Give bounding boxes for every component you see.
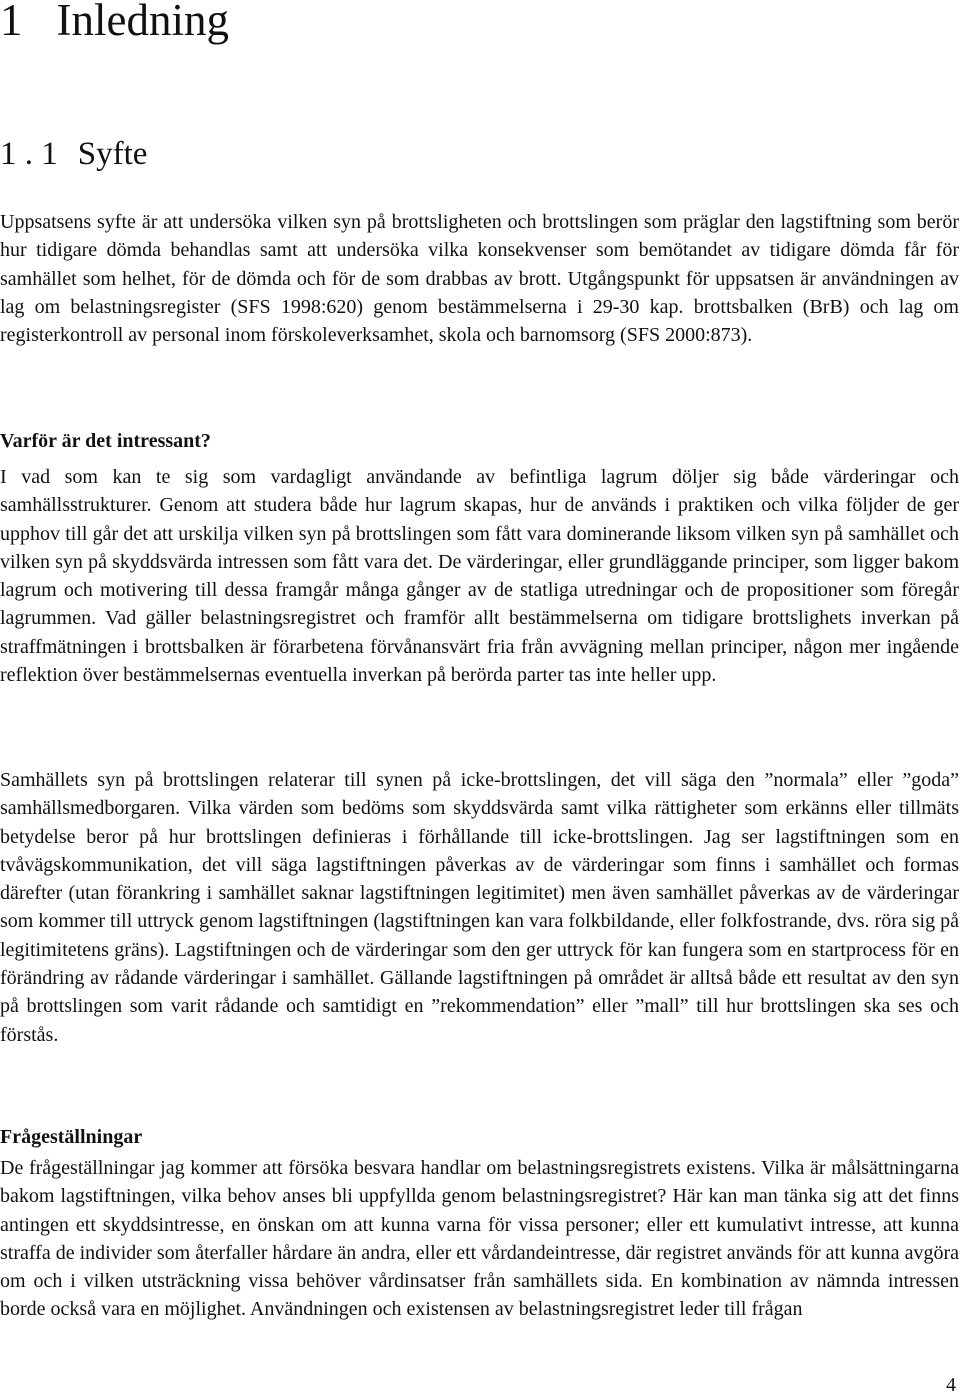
chapter-heading: [0, 0, 229, 46]
why-interesting-heading: Varför är det intressant?: [0, 430, 211, 452]
section-number: 1 . 1: [0, 136, 58, 172]
section-heading: [0, 132, 147, 176]
research-questions-heading: Frågeställningar: [0, 1126, 143, 1148]
section-title: Syfte: [77, 136, 148, 172]
chapter-number: 1: [0, 0, 23, 45]
page-number: 4: [946, 1374, 956, 1396]
purpose-paragraph: Uppsatsens syfte är att undersöka vilken syn på brottsligheten och brottslingen som präglar den lagstiftning som berör hur tidigare dömda behandlas samt att undersöka vilka konsekvenser som bemötandet av tidigare dömda får för samhället som helhet, för de dömda och för de som drabbas av brott. Utgångspunkt för uppsatsen är användningen av lag om belastningsregister (SFS 1998:620) genom bestämmelserna i 29-30 kap. brottsbalken (BrB) och lag om registerkontroll av personal inom förskoleverksamhet, skola och barnomsorg (SFS 2000:873).: [0, 211, 959, 347]
why-interesting-paragraph: I vad som kan te sig som vardagligt användande av befintliga lagrum döljer sig både värderingar och samhällsstrukturer. Genom att studera både hur lagrum skapas, hur de används i praktiken och vilka följder de ger upphov till går det att urskilja vilken syn på brottslingen som fått vara dominerande liksom vilken syn på samhället och vilken syn på skyddsvärda intressen som fått vara det. De värderingar, eller grundläggande principer, som ligger bakom lagrum och motivering till dessa framgår många gånger av de statliga utredningar och de propositioner som föregår lagrummen. Vad gäller belastningsregistret och framför allt bestämmelserna om tidigare brottslighets inverkan på straffmätningen i brottsbalken är förarbetena förvånansvärt fria från avvägning mellan principer, någon mer ingående reflektion över bestämmelsernas eventuella inverkan på berörda parter tas inte heller upp.: [0, 466, 959, 687]
society-view-paragraph: Samhällets syn på brottslingen relaterar till synen på icke-brottslingen, det vill säga den ”normala” eller ”goda” samhällsmedborgaren. Vilka värden som bedöms som skyddsvärda samt vilka rättigheter som erkänns eller tillmäts betydelse beror på hur brottslingen definieras i förhållande till icke-brottslingen. Jag ser lagstiftningen som en tvåvägskommunikation, det vill säga lagstiftningen påverkas av de värderingar som finns i samhället och formas därefter (utan förankring i samhället saknar lagstiftningen legitimitet) men även samhället påverkas av de värderingar som kommer till uttryck genom lagstiftningen (lagstiftningen kan vara folkbildande, eller folkfostrande, dvs. röra sig på legitimitetens gräns). Lagstiftningen och de värderingar som den ger uttryck för kan fungera som en startprocess för en förändring av rådande värderingar i samhället. Gällande lagstiftningen på området är alltså både ett resultat av den syn på brottslingen som varit rådande och samtidigt en ”rekommendation” eller ”mall” till hur brottslingen ska ses och förstås.: [0, 769, 959, 1046]
research-questions-paragraph: De frågeställningar jag kommer att försöka besvara handlar om belastningsregistrets existens. Vilka är målsättningarna bakom lagstiftningen, vilka behov anses bli uppfyllda genom belastningsregistret? Här kan man tänka sig att det finns antingen ett skyddsintresse, en önskan om att kunna varna för vissa personer; eller ett kumulativt intresse, att kunna straffa de individer som återfaller hårdare än andra, eller ett vårdandeintresse, där registret används för att kunna avgöra om och i vilken utsträckning vissa behöver vårdinsatser från samhällets sida. En kombination av nämnda intressen borde också vara en möjlighet. Användningen och existensen av belastningsregistret leder till frågan: [0, 1157, 959, 1321]
chapter-title: Inledning: [56, 0, 229, 45]
